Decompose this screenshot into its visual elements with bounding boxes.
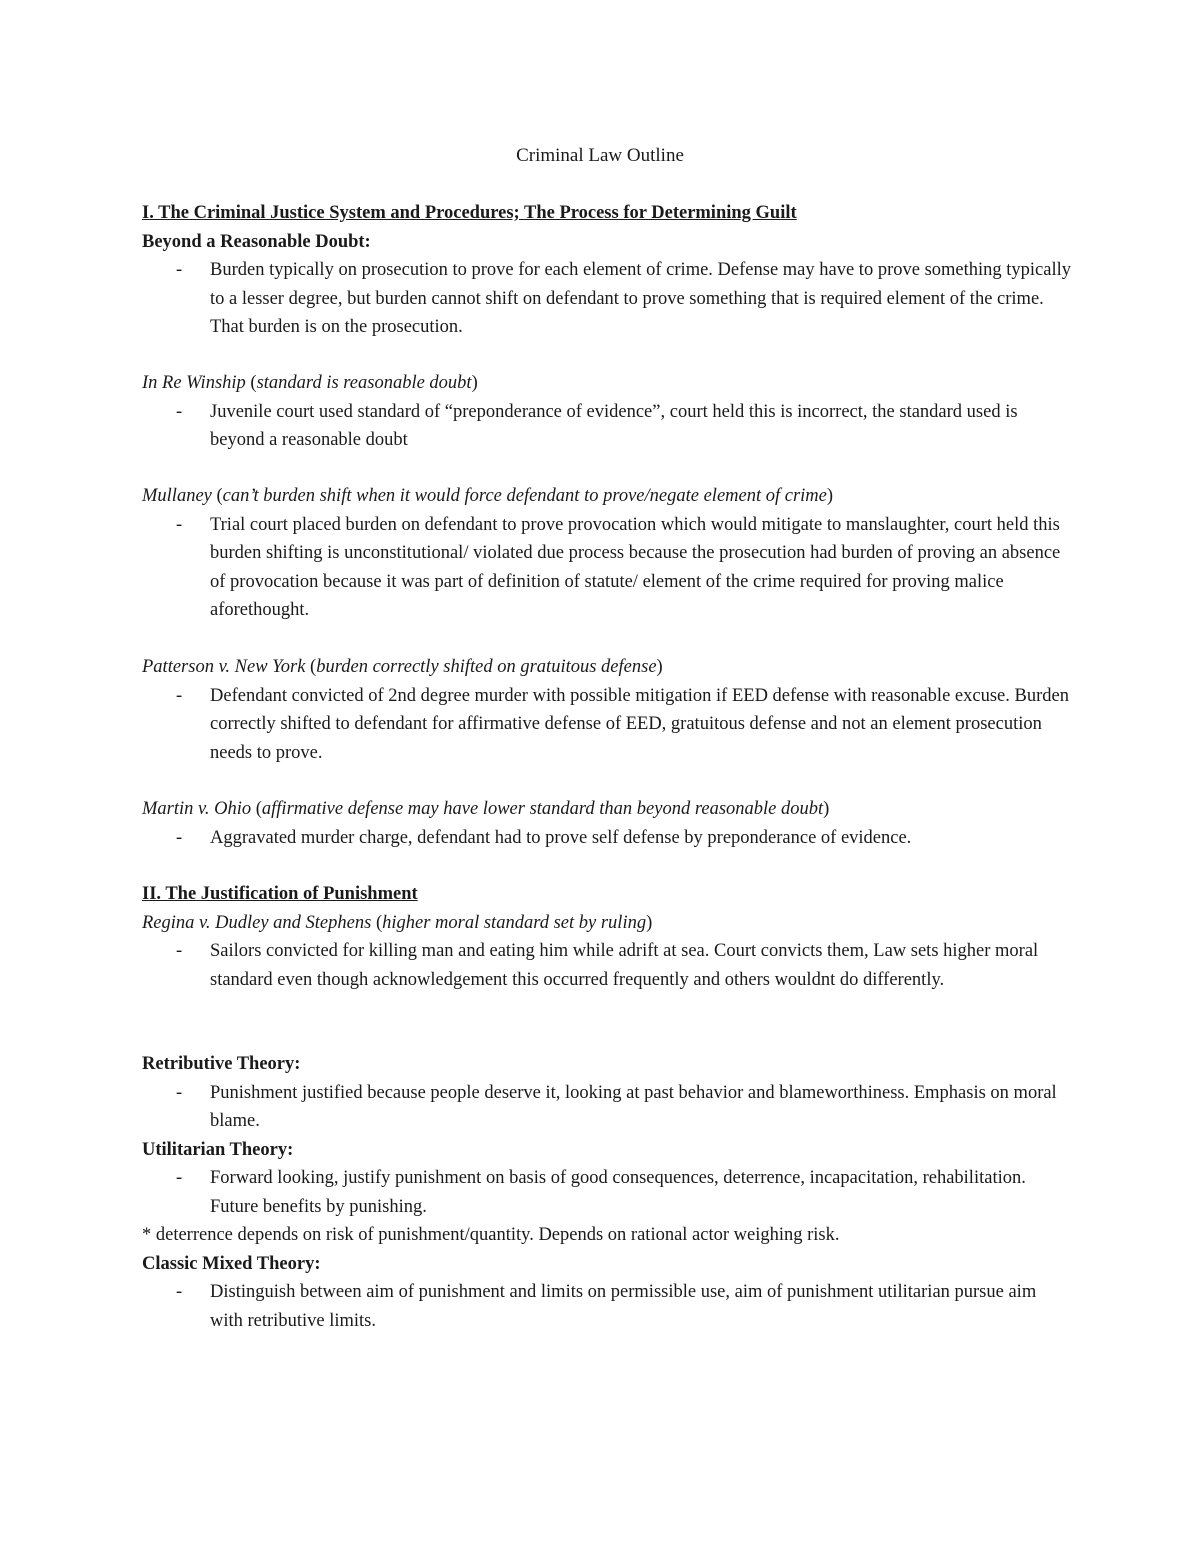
case-holding: standard is reasonable doubt bbox=[256, 373, 472, 393]
case-heading bbox=[142, 795, 1072, 824]
list-item bbox=[142, 937, 1072, 994]
list-item bbox=[142, 398, 1072, 455]
bullet-marker: - bbox=[176, 514, 183, 535]
bullet-text: Juvenile court used standard of “preponderance of evidence”, court held this is incorrect, the standard used is beyond a reasonable doubt bbox=[210, 401, 1018, 450]
case-paren-open: ( bbox=[251, 799, 262, 819]
list-item bbox=[142, 511, 1072, 625]
case-patterson bbox=[142, 653, 1072, 767]
section-2-heading: II. The Justification of Punishment bbox=[142, 884, 418, 904]
bullet-text: Trial court placed burden on defendant to prove provocation which would mitigate to manslaughter, court held this burden shifting is unconstitutional/ violated due process because the prosecution had burden of proving an absence of provocation because it was part of definition of statute/ element of the crime required for proving malice aforethought. bbox=[210, 514, 1061, 620]
case-holding: can’t burden shift when it would force defendant to prove/negate element of crime bbox=[222, 486, 827, 506]
bullet-marker: - bbox=[176, 941, 183, 961]
deterrence-note: * deterrence depends on risk of punishment/quantity. Depends on rational actor weighing risk. bbox=[142, 1225, 840, 1245]
case-paren-open: ( bbox=[245, 373, 257, 393]
bullet-text: Distinguish between aim of punishment and limits on permissible use, aim of punishment utilitarian pursue aim with retributive limits. bbox=[210, 1282, 1037, 1331]
theories bbox=[142, 1050, 1072, 1335]
case-paren-close: ) bbox=[656, 657, 663, 677]
case-paren-open: ( bbox=[211, 486, 223, 506]
list-item bbox=[142, 1164, 1072, 1221]
list-item bbox=[142, 682, 1072, 768]
case-paren-close: ) bbox=[471, 373, 478, 393]
case-heading bbox=[142, 653, 1072, 682]
case-paren-close: ) bbox=[646, 912, 653, 933]
case-holding: higher moral standard set by ruling bbox=[382, 912, 647, 933]
bullet-marker: - bbox=[176, 1282, 183, 1302]
case-heading bbox=[142, 909, 1072, 938]
list-item bbox=[142, 256, 1072, 342]
bullet-text: Punishment justified because people deserve it, looking at past behavior and blameworthiness. Emphasis on moral blame. bbox=[210, 1082, 1057, 1131]
section-2-intro bbox=[142, 880, 1072, 994]
case-paren-close: ) bbox=[823, 799, 830, 819]
list-item bbox=[142, 824, 1072, 853]
case-paren-open: ( bbox=[305, 657, 317, 677]
case-paren-open: ( bbox=[371, 912, 383, 933]
list-item bbox=[142, 1278, 1072, 1335]
bullet-marker: - bbox=[176, 401, 183, 422]
case-heading bbox=[142, 369, 1072, 398]
case-heading bbox=[142, 482, 1072, 511]
bullet-marker: - bbox=[176, 685, 183, 706]
case-name: In Re Winship bbox=[142, 373, 246, 393]
bullet-marker: - bbox=[176, 1168, 183, 1188]
retributive-heading: Retributive Theory: bbox=[142, 1054, 301, 1074]
reasonable-doubt-heading: Beyond a Reasonable Doubt: bbox=[142, 231, 371, 252]
bullet-marker: - bbox=[176, 260, 183, 280]
case-name: Patterson v. New York bbox=[142, 657, 306, 677]
case-winship bbox=[142, 369, 1072, 455]
case-paren-close: ) bbox=[826, 486, 834, 506]
case-holding: burden correctly shifted on gratuitous defense bbox=[316, 657, 657, 677]
bullet-marker: - bbox=[176, 827, 183, 848]
bullet-text: Forward looking, justify punishment on basis of good consequences, deterrence, incapacitation, rehabilitation. Future benefits by punishing. bbox=[210, 1168, 1026, 1217]
document-title: Criminal Law Outline bbox=[516, 145, 684, 166]
case-name: Regina v. Dudley and Stephens bbox=[142, 912, 372, 933]
case-name: Mullaney bbox=[142, 486, 212, 506]
bullet-text: Defendant convicted of 2nd degree murder with possible mitigation if EED defense with reasonable excuse. Burden correctly shifted to defendant for affirmative defense of EED, gratuitous defense and not an element prosecution needs to prove. bbox=[210, 685, 1069, 763]
case-holding: affirmative defense may have lower standard than beyond reasonable doubt bbox=[261, 799, 824, 819]
section-1-heading: I. The Criminal Justice System and Procedures; The Process for Determining Guilt bbox=[142, 203, 797, 223]
case-martin bbox=[142, 795, 1072, 852]
bullet-text: Aggravated murder charge, defendant had to prove self defense by preponderance of evidence. bbox=[210, 827, 912, 848]
mixed-theory-heading: Classic Mixed Theory: bbox=[142, 1253, 321, 1274]
utilitarian-heading: Utilitarian Theory: bbox=[142, 1139, 294, 1160]
case-name: Martin v. Ohio bbox=[142, 799, 252, 819]
bullet-text: Sailors convicted for killing man and eating him while adrift at sea. Court convicts them, Law sets higher moral standard even though acknowledgement this occurred frequently and others wouldnt do differently. bbox=[210, 941, 1039, 990]
bullet-text: Burden typically on prosecution to prove for each element of crime. Defense may have to prove something typically to a lesser degree, but burden cannot shift on defendant to prove something that is required element of the crime. That burden is on the prosecution. bbox=[210, 260, 1071, 337]
case-mullaney bbox=[142, 482, 1072, 625]
section-1-intro bbox=[142, 199, 1072, 342]
list-item bbox=[142, 1079, 1072, 1136]
bullet-marker: - bbox=[176, 1082, 183, 1103]
